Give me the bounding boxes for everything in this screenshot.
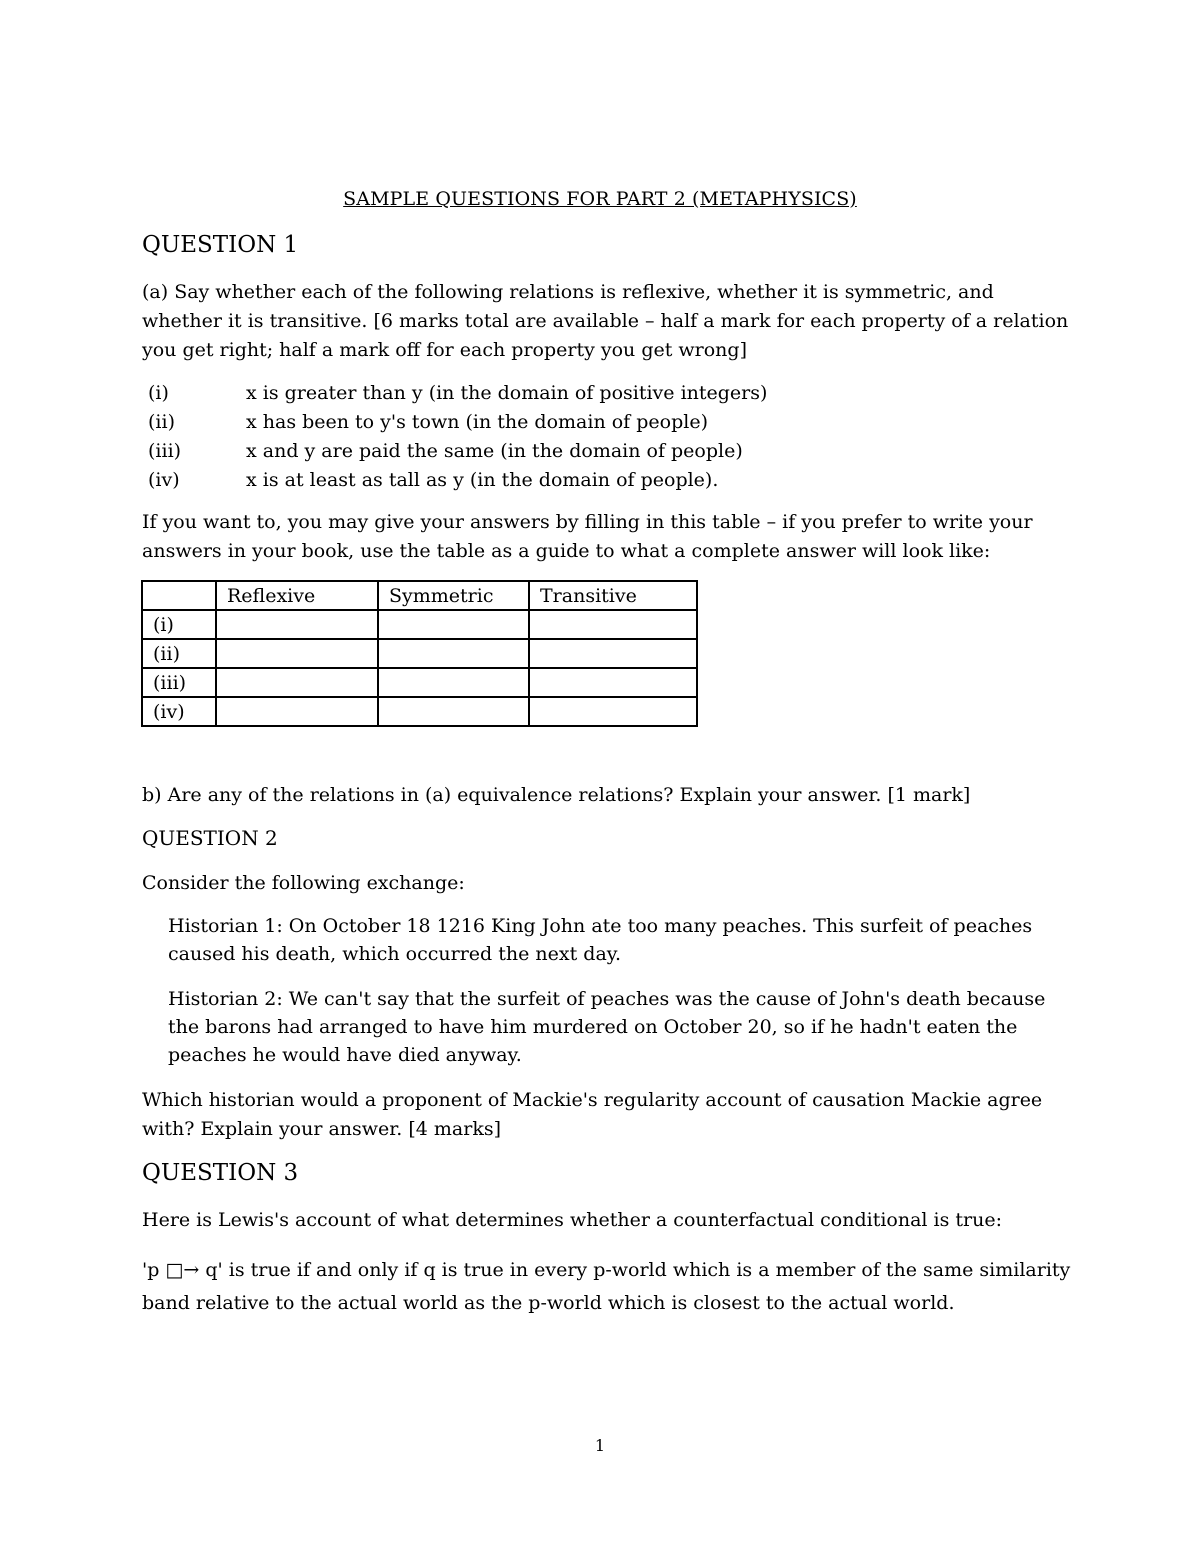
- question-1-part-b: b) Are any of the relations in (a) equivalence relations? Explain your answer. [1 mark]: [142, 784, 971, 806]
- list-item: [148, 379, 767, 408]
- table-row-label: (iv): [142, 697, 216, 726]
- list-item-text: x is greater than y (in the domain of positive integers): [246, 382, 768, 404]
- table-row-label: (i): [142, 610, 216, 639]
- table-header-cell: [142, 581, 216, 610]
- table-header-cell: Reflexive: [216, 581, 378, 610]
- table-row-label: (ii): [142, 639, 216, 668]
- historian-2-statement: Historian 2: We can't say that the surfeit of peaches was the cause of John's death because the barons had arranged to have him murdered on October 20, so if he hadn't eaten the peaches he would have died anyway.: [168, 988, 1046, 1066]
- document-title: SAMPLE QUESTIONS FOR PART 2 (METAPHYSICS): [343, 188, 857, 210]
- question-3-heading: QUESTION 3: [142, 1160, 299, 1186]
- answer-table: [141, 580, 698, 727]
- list-item-number: (iii): [148, 440, 182, 462]
- answer-cell[interactable]: [529, 697, 697, 726]
- answer-cell[interactable]: [378, 610, 529, 639]
- list-item-text: x has been to y's town (in the domain of people): [246, 411, 708, 433]
- question-1-part-a: (a) Say whether each of the following relations is reflexive, whether it is symmetric, and whether it is transitive. [6 marks total are available – half a mark for each property of a relation you get right; half a mark off for each property you get wrong]: [142, 281, 1069, 361]
- table-row-label: (iii): [142, 668, 216, 697]
- question-2-heading: QUESTION 2: [142, 826, 278, 850]
- answer-cell[interactable]: [529, 610, 697, 639]
- answer-cell[interactable]: [378, 668, 529, 697]
- lewis-definition: 'p □→ q' is true if and only if q is true in every p-world which is a member of the same similarity band relative to the actual world as the p-world which is closest to the actual world.: [142, 1259, 1071, 1314]
- question-2-intro: Consider the following exchange:: [142, 872, 465, 894]
- table-header-cell: Transitive: [529, 581, 697, 610]
- table-row: [142, 668, 697, 697]
- question-1-heading: QUESTION 1: [142, 232, 299, 258]
- answer-cell[interactable]: [216, 697, 378, 726]
- relations-list: [148, 379, 767, 495]
- list-item-number: (i): [148, 382, 169, 404]
- answer-cell[interactable]: [216, 610, 378, 639]
- answer-cell[interactable]: [529, 639, 697, 668]
- list-item-number: (iv): [148, 469, 180, 491]
- table-row: [142, 639, 697, 668]
- question-2-prompt: Which historian would a proponent of Mackie's regularity account of causation Mackie agree with? Explain your answer. [4 marks]: [142, 1089, 1043, 1140]
- historian-1-statement: Historian 1: On October 18 1216 King John ate too many peaches. This surfeit of peaches caused his death, which occurred the next day.: [168, 915, 1033, 965]
- list-item-text: x is at least as tall as y (in the domain of people).: [246, 469, 719, 491]
- question-3-intro: Here is Lewis's account of what determines whether a counterfactual conditional is true:: [142, 1209, 1002, 1231]
- list-item-number: (ii): [148, 411, 175, 433]
- answer-cell[interactable]: [216, 668, 378, 697]
- table-header-row: [142, 581, 697, 610]
- answer-cell[interactable]: [378, 697, 529, 726]
- answer-cell[interactable]: [529, 668, 697, 697]
- page-number: 1: [594, 1436, 606, 1455]
- list-item-text: x and y are paid the same (in the domain of people): [246, 440, 743, 462]
- list-item: [148, 408, 767, 437]
- table-header-cell: Symmetric: [378, 581, 529, 610]
- table-row: [142, 697, 697, 726]
- answer-cell[interactable]: [216, 639, 378, 668]
- table-row: [142, 610, 697, 639]
- table-intro: If you want to, you may give your answers by filling in this table – if you prefer to write your answers in your book, use the table as a guide to what a complete answer will look like:: [142, 511, 1033, 562]
- list-item: [148, 437, 767, 466]
- answer-cell[interactable]: [378, 639, 529, 668]
- list-item: [148, 466, 767, 495]
